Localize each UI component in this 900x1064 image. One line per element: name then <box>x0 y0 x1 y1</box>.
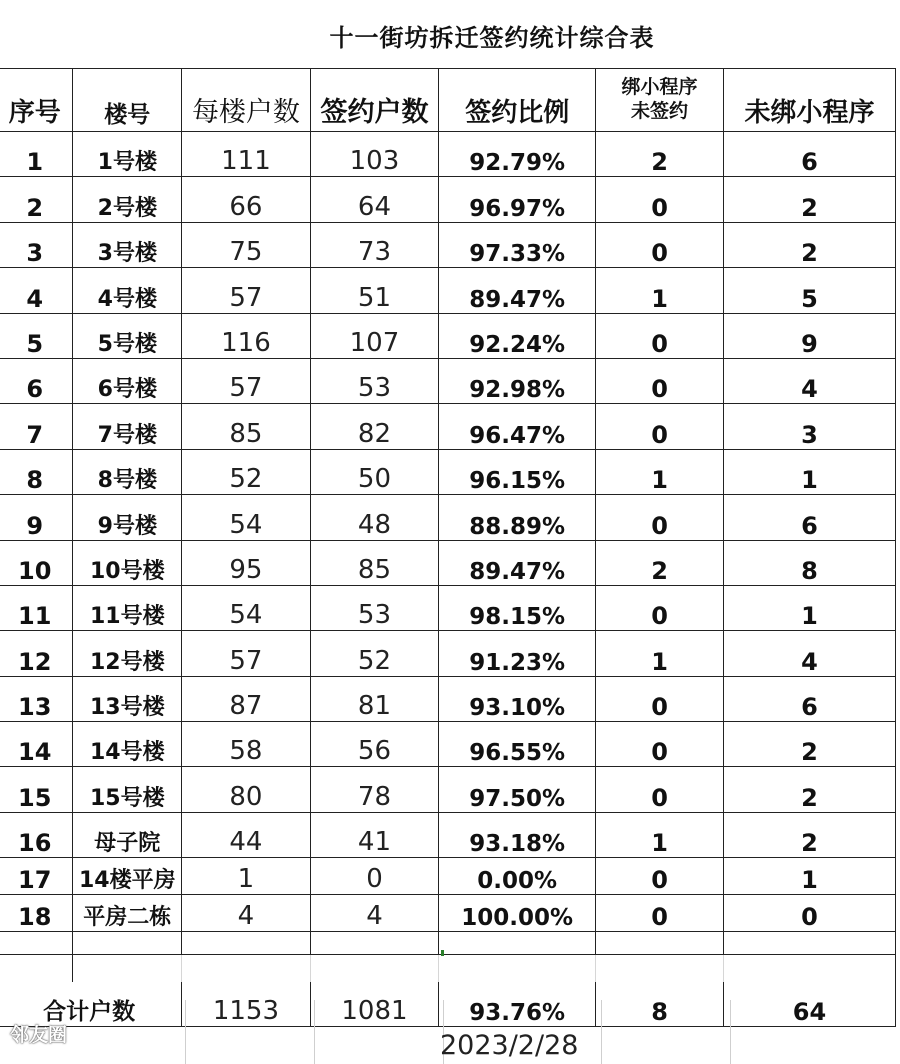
row-unbound: 1 <box>723 858 895 895</box>
row-bound-unsigned: 0 <box>596 495 724 540</box>
table-row <box>0 404 896 449</box>
total-signed: 1081 <box>310 982 439 1027</box>
row-unbound: 0 <box>723 895 895 932</box>
empty-cell <box>73 932 182 955</box>
empty-cell <box>182 932 311 955</box>
row-signed: 78 <box>310 767 439 812</box>
row-ratio: 88.89% <box>439 495 596 540</box>
total-row <box>0 982 896 1027</box>
row-signed: 53 <box>310 585 439 630</box>
table-row <box>0 722 896 767</box>
header-bound-unsigned <box>596 69 724 132</box>
row-bound-unsigned: 0 <box>596 858 724 895</box>
grid-line <box>185 1000 186 1064</box>
row-ratio: 0.00% <box>439 858 596 895</box>
table-row <box>0 222 896 267</box>
row-ratio: 97.33% <box>439 222 596 267</box>
row-bound-unsigned: 0 <box>596 177 724 222</box>
row-ratio: 93.18% <box>439 812 596 857</box>
table-row <box>0 767 896 812</box>
row-unbound: 2 <box>723 222 895 267</box>
row-unbound: 2 <box>723 767 895 812</box>
row-signed: 85 <box>310 540 439 585</box>
row-signed: 56 <box>310 722 439 767</box>
row-index: 13 <box>0 676 73 721</box>
row-index: 17 <box>0 858 73 895</box>
row-building: 14号楼 <box>73 722 182 767</box>
row-bound-unsigned: 0 <box>596 767 724 812</box>
row-index: 8 <box>0 449 73 494</box>
row-index: 14 <box>0 722 73 767</box>
empty-cell <box>182 955 311 983</box>
row-index: 9 <box>0 495 73 540</box>
row-index: 10 <box>0 540 73 585</box>
row-signed: 81 <box>310 676 439 721</box>
signing-stats-table <box>0 68 896 1027</box>
row-index: 6 <box>0 358 73 403</box>
row-index: 12 <box>0 631 73 676</box>
row-signed: 51 <box>310 268 439 313</box>
row-ratio: 93.10% <box>439 676 596 721</box>
row-index: 15 <box>0 767 73 812</box>
row-signed: 48 <box>310 495 439 540</box>
table-row <box>0 540 896 585</box>
table-row <box>0 495 896 540</box>
row-households: 1 <box>182 858 311 895</box>
row-signed: 73 <box>310 222 439 267</box>
row-bound-unsigned: 0 <box>596 313 724 358</box>
row-bound-unsigned: 1 <box>596 268 724 313</box>
empty-cell <box>310 932 439 955</box>
header-signed: 签约户数 <box>310 69 439 132</box>
header-bound-unsigned-line2: 未签约 <box>631 100 689 122</box>
row-households: 57 <box>182 358 311 403</box>
row-households: 52 <box>182 449 311 494</box>
row-households: 116 <box>182 313 311 358</box>
row-households: 57 <box>182 268 311 313</box>
table-row <box>0 858 896 895</box>
row-index: 16 <box>0 812 73 857</box>
row-households: 44 <box>182 812 311 857</box>
empty-cell <box>439 932 596 955</box>
empty-cell <box>596 932 724 955</box>
row-bound-unsigned: 1 <box>596 631 724 676</box>
row-index: 3 <box>0 222 73 267</box>
row-building: 2号楼 <box>73 177 182 222</box>
date-label: 2023/2/28 <box>440 1030 579 1061</box>
grid-line <box>601 1000 602 1064</box>
empty-cell <box>723 932 895 955</box>
row-unbound: 5 <box>723 268 895 313</box>
row-bound-unsigned: 0 <box>596 222 724 267</box>
row-households: 57 <box>182 631 311 676</box>
row-bound-unsigned: 0 <box>596 676 724 721</box>
row-unbound: 1 <box>723 449 895 494</box>
row-ratio: 98.15% <box>439 585 596 630</box>
empty-row <box>0 932 896 955</box>
sheet-title: 十一街坊拆迁签约统计综合表 <box>329 24 655 52</box>
row-index: 4 <box>0 268 73 313</box>
row-bound-unsigned: 0 <box>596 404 724 449</box>
row-building: 11号楼 <box>73 585 182 630</box>
row-signed: 103 <box>310 132 439 177</box>
row-building: 9号楼 <box>73 495 182 540</box>
row-signed: 52 <box>310 631 439 676</box>
row-ratio: 96.47% <box>439 404 596 449</box>
row-households: 54 <box>182 585 311 630</box>
row-bound-unsigned: 2 <box>596 132 724 177</box>
row-signed: 82 <box>310 404 439 449</box>
row-building: 13号楼 <box>73 676 182 721</box>
row-households: 85 <box>182 404 311 449</box>
header-building: 楼号 <box>73 69 182 132</box>
row-unbound: 9 <box>723 313 895 358</box>
total-label: 合计户数 <box>0 982 182 1027</box>
row-ratio: 97.50% <box>439 767 596 812</box>
total-households: 1153 <box>182 982 311 1027</box>
table-row <box>0 358 896 403</box>
row-index: 18 <box>0 895 73 932</box>
row-building: 4号楼 <box>73 268 182 313</box>
row-bound-unsigned: 0 <box>596 895 724 932</box>
row-index: 2 <box>0 177 73 222</box>
row-building: 12号楼 <box>73 631 182 676</box>
row-ratio: 96.97% <box>439 177 596 222</box>
row-index: 7 <box>0 404 73 449</box>
empty-cell <box>310 955 439 983</box>
row-building: 3号楼 <box>73 222 182 267</box>
header-bound-unsigned-line1: 绑小程序 <box>621 76 698 98</box>
row-ratio: 91.23% <box>439 631 596 676</box>
row-unbound: 4 <box>723 358 895 403</box>
row-unbound: 4 <box>723 631 895 676</box>
header-unbound: 未绑小程序 <box>723 69 895 132</box>
table-row <box>0 449 896 494</box>
row-unbound: 1 <box>723 585 895 630</box>
row-ratio: 96.55% <box>439 722 596 767</box>
row-building: 14楼平房 <box>73 858 182 895</box>
row-building: 7号楼 <box>73 404 182 449</box>
row-signed: 41 <box>310 812 439 857</box>
row-unbound: 6 <box>723 132 895 177</box>
total-unbound: 64 <box>723 982 895 1027</box>
watermark: 邻友圈 <box>10 1024 68 1046</box>
row-households: 75 <box>182 222 311 267</box>
row-ratio: 92.24% <box>439 313 596 358</box>
empty-cell <box>0 932 73 955</box>
empty-cell <box>0 955 73 983</box>
row-ratio: 92.79% <box>439 132 596 177</box>
table-row <box>0 895 896 932</box>
row-unbound: 2 <box>723 812 895 857</box>
row-households: 111 <box>182 132 311 177</box>
empty-cell <box>73 955 182 983</box>
row-bound-unsigned: 0 <box>596 585 724 630</box>
row-building: 10号楼 <box>73 540 182 585</box>
row-bound-unsigned: 0 <box>596 722 724 767</box>
row-index: 5 <box>0 313 73 358</box>
row-ratio: 96.15% <box>439 449 596 494</box>
spacer-row <box>0 955 896 983</box>
row-building: 母子院 <box>73 812 182 857</box>
row-bound-unsigned: 1 <box>596 449 724 494</box>
row-signed: 4 <box>310 895 439 932</box>
empty-cell <box>723 955 895 983</box>
row-building: 15号楼 <box>73 767 182 812</box>
row-unbound: 8 <box>723 540 895 585</box>
grid-line <box>730 1000 731 1064</box>
row-ratio: 89.47% <box>439 268 596 313</box>
row-unbound: 6 <box>723 495 895 540</box>
total-ratio: 93.76% <box>439 982 596 1027</box>
row-households: 95 <box>182 540 311 585</box>
row-signed: 64 <box>310 177 439 222</box>
grid-line <box>314 1000 315 1064</box>
row-building: 平房二栋 <box>73 895 182 932</box>
row-unbound: 3 <box>723 404 895 449</box>
row-bound-unsigned: 1 <box>596 812 724 857</box>
table-row <box>0 132 896 177</box>
header-index: 序号 <box>0 69 73 132</box>
table-row <box>0 313 896 358</box>
empty-cell <box>439 955 596 983</box>
row-ratio: 89.47% <box>439 540 596 585</box>
row-households: 58 <box>182 722 311 767</box>
row-building: 5号楼 <box>73 313 182 358</box>
table-row <box>0 268 896 313</box>
row-unbound: 6 <box>723 676 895 721</box>
row-bound-unsigned: 2 <box>596 540 724 585</box>
row-index: 11 <box>0 585 73 630</box>
row-unbound: 2 <box>723 722 895 767</box>
row-signed: 0 <box>310 858 439 895</box>
table-row <box>0 631 896 676</box>
row-signed: 107 <box>310 313 439 358</box>
cell-marker <box>441 950 444 956</box>
row-building: 1号楼 <box>73 132 182 177</box>
row-households: 66 <box>182 177 311 222</box>
row-households: 80 <box>182 767 311 812</box>
row-building: 6号楼 <box>73 358 182 403</box>
table-row <box>0 585 896 630</box>
row-ratio: 92.98% <box>439 358 596 403</box>
header-ratio: 签约比例 <box>439 69 596 132</box>
row-bound-unsigned: 0 <box>596 358 724 403</box>
table-row <box>0 177 896 222</box>
row-signed: 50 <box>310 449 439 494</box>
total-bound-unsigned: 8 <box>596 982 724 1027</box>
table-row <box>0 812 896 857</box>
row-signed: 53 <box>310 358 439 403</box>
header-households: 每楼户数 <box>182 69 311 132</box>
row-households: 87 <box>182 676 311 721</box>
row-households: 4 <box>182 895 311 932</box>
row-unbound: 2 <box>723 177 895 222</box>
empty-cell <box>596 955 724 983</box>
row-building: 8号楼 <box>73 449 182 494</box>
row-index: 1 <box>0 132 73 177</box>
row-ratio: 100.00% <box>439 895 596 932</box>
row-households: 54 <box>182 495 311 540</box>
table-row <box>0 676 896 721</box>
header-row <box>0 69 896 132</box>
